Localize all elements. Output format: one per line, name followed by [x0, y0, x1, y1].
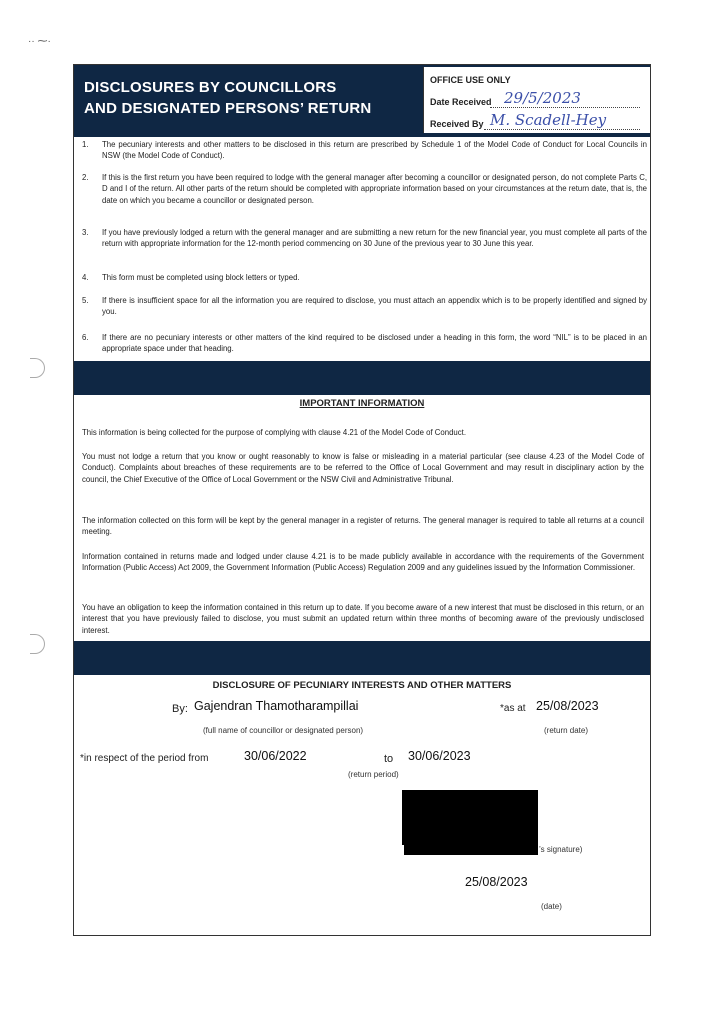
disclosure-heading: DISCLOSURE OF PECUNIARY INTERESTS AND OTHER MATTERS: [212, 680, 512, 691]
date-received-label: Date Received: [430, 97, 492, 107]
punch-hole: [30, 634, 45, 654]
important-paragraph: This information is being collected for the purpose of complying with clause 4.21 of the Model Code of Conduct.: [82, 428, 466, 437]
date-received-line: [490, 107, 640, 108]
important-paragraph: You have an obligation to keep the information contained in this return up to date. If you become aware of a new interest that must be disclosed in this return, or an interest that you have previously failed to disclose, you must submit an updated return within three months of becoming aware of the previously undisclosed interest.: [82, 603, 644, 635]
redacted-signature: [402, 790, 538, 845]
councillor-name-value: Gajendran Thamotharampillai: [194, 699, 359, 713]
signature-caption: ’s signature): [539, 845, 583, 854]
redacted-caption: [404, 845, 538, 855]
period-from-value: 30/06/2022: [244, 749, 307, 763]
by-label: By:: [172, 703, 188, 715]
instruction-number: 3.: [82, 228, 89, 237]
form-frame: [73, 64, 651, 936]
important-paragraph: Information contained in returns made and lodged under clause 4.21 is to be made publicly available in accordance with the requirements of the Government Information (Public Access) Act 2009, the Government Information (Public Access) Regulation 2009 and any guidelines issued by the Information Commissioner.: [82, 552, 644, 573]
date-received-handwritten: 29/5/2023: [504, 89, 581, 107]
title-line-1: DISCLOSURES BY COUNCILLORS: [84, 79, 337, 96]
form-header: [74, 65, 650, 137]
instruction-number: 6.: [82, 333, 89, 342]
instruction-text: If this is the first return you have been required to lodge with the general manager after becoming a councillor or designated person, do not complete Parts C, D and I of the return. All other parts of the return should be completed with appropriate information based on your circumstances at the return date, that is, the date on which you became a councillor or designated person.: [102, 173, 647, 205]
important-paragraph: You must not lodge a return that you know or ought reasonably to know is false or misleading in a material particular (see clause 4.23 of the Model Code of Conduct). Complaints about breaches of these requirements are to be referred to the Office of Local Government and may result in disciplinary action by the council, the Chief Executive of the Office of Local Government or the NSW Civil and Administrative Tribunal.: [82, 452, 644, 484]
important-information-heading: IMPORTANT INFORMATION: [299, 398, 425, 409]
period-to-value: 30/06/2023: [408, 749, 471, 763]
instruction-text: If you have previously lodged a return with the general manager and are submitting a new return for the new financial year, you must complete all parts of the return with appropriate information for the 12-month period commencing on 30 June of the previous year to 30 June this year.: [102, 228, 647, 249]
instruction-text: This form must be completed using block letters or typed.: [102, 273, 300, 282]
signed-date-value: 25/08/2023: [465, 875, 528, 889]
title-line-2: AND DESIGNATED PERSONS’ RETURN: [84, 100, 372, 117]
section-divider-band: [74, 361, 650, 395]
to-label: to: [384, 753, 394, 765]
instruction-number: 2.: [82, 173, 89, 182]
instruction-number: 4.: [82, 273, 89, 282]
period-label: *in respect of the period from: [80, 753, 209, 764]
received-by-label: Received By: [430, 119, 484, 129]
office-use-box: [423, 67, 650, 133]
as-at-label: *as at: [500, 703, 526, 714]
punch-hole: [30, 358, 45, 378]
return-date-value: 25/08/2023: [536, 699, 599, 713]
form-title: [84, 77, 371, 119]
received-by-line: [484, 129, 640, 130]
instruction-text: The pecuniary interests and other matters to be disclosed in this return are prescribed by Schedule 1 of the Model Code of Conduct for Local Councils in NSW (the Model Code of Conduct).: [102, 140, 647, 161]
instruction-text: If there is insufficient space for all the information you are required to disclose, you must attach an appendix which is to be properly identified and signed by you.: [102, 296, 647, 317]
scan-artifact: ·· ⁓·: [28, 36, 51, 47]
period-caption: (return period): [348, 770, 399, 779]
return-date-caption: (return date): [544, 726, 589, 735]
instruction-number: 5.: [82, 296, 89, 305]
office-use-heading: OFFICE USE ONLY: [430, 75, 511, 85]
name-caption: (full name of councillor or designated person): [203, 726, 364, 735]
date-caption: (date): [541, 902, 562, 911]
instruction-text: If there are no pecuniary interests or other matters of the kind required to be disclosed under a heading in this form, the word “NIL” is to be placed in an appropriate space under that heading.: [102, 333, 647, 354]
instruction-number: 1.: [82, 140, 89, 149]
received-by-handwritten: M. Scadell-Hey: [490, 111, 607, 129]
section-divider-band: [74, 641, 650, 675]
important-paragraph: The information collected on this form will be kept by the general manager in a register of returns. The general manager is required to table all returns at a council meeting.: [82, 516, 644, 537]
